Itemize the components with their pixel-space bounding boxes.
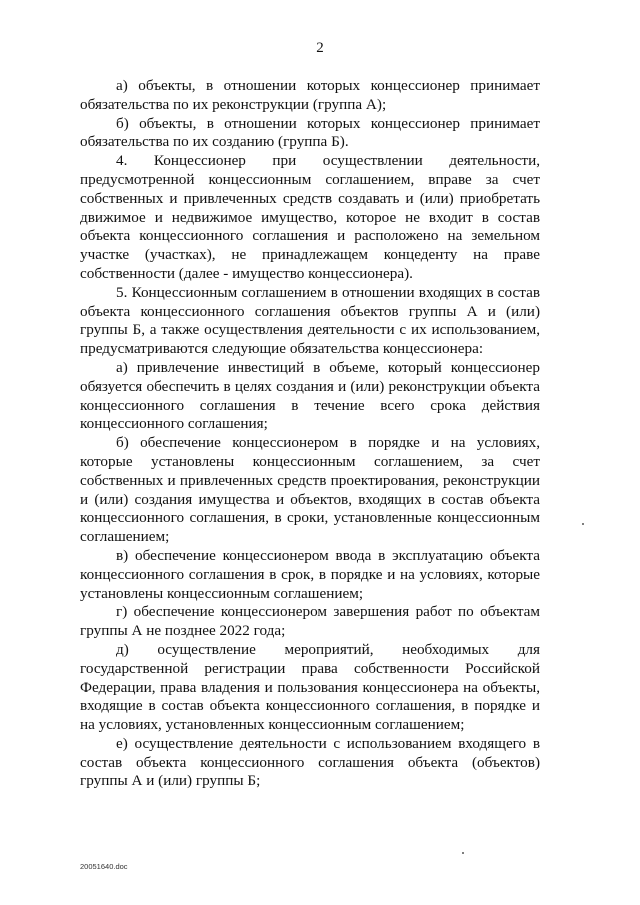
obligation-e: е) осуществление деятельности с использованием входящего в состав объекта концессионного соглашения объекта (объектов) группы А и (или) группы Б; bbox=[80, 734, 540, 790]
paragraph-5: 5. Концессионным соглашением в отношении входящих в состав объекта концессионного соглашения объектов группы А и (или) группы Б, а также осуществления деятельности с их использованием, предусматриваются следующие обязательства концессионера: bbox=[80, 283, 540, 358]
paragraph-b-group-b: б) объекты, в отношении которых концессионер принимает обязательства по их созданию (группа Б). bbox=[80, 114, 540, 151]
obligation-a: а) привлечение инвестиций в объеме, который концессионер обязуется обеспечить в целях создания и (или) реконструкции объекта концессионного соглашения в течение всего срока действия концессионного соглашения; bbox=[80, 358, 540, 433]
document-id-footer: 20051640.doc bbox=[80, 862, 128, 871]
obligation-d: д) осуществление мероприятий, необходимых для государственной регистрации права собственности Российской Федерации, права владения и пользования концессионера на объекты, входящие в состав объекта концессионного соглашения, в порядке и на условиях, установленных концессионным соглашением; bbox=[80, 640, 540, 734]
scan-speck bbox=[582, 523, 584, 525]
obligation-b: б) обеспечение концессионером в порядке и на условиях, которые установлены концессионным соглашением, за счет собственных и привлеченных средств проектирования, реконструкции и (или) создания имущества и объектов, входящих в состав объекта концессионного соглашения, в сроки, установленные концессионным соглашением; bbox=[80, 434, 540, 546]
paragraph-a-group-a: а) объекты, в отношении которых концессионер принимает обязательства по их реконструкции (группа А); bbox=[80, 77, 540, 113]
document-body bbox=[80, 77, 540, 791]
obligation-v: в) обеспечение концессионером ввода в эксплуатацию объекта концессионного соглашения в срок, в порядке и на условиях, которые установлены концессионным соглашением; bbox=[80, 546, 540, 602]
paragraph-4: 4. Концессионер при осуществлении деятельности, предусмотренной концессионным соглашением, вправе за счет собственных и привлеченных средств создавать и (или) приобретать движимое и недвижимое имущество, которое не входит в состав объекта концессионного соглашения и расположено на земельном участке (участках), не принадлежащем концеденту на праве собственности (далее - имущество концессионера). bbox=[80, 152, 540, 282]
scan-speck bbox=[462, 852, 464, 854]
page-number: 2 bbox=[316, 40, 324, 56]
obligation-g: г) обеспечение концессионером завершения работ по объектам группы А не позднее 2022 года; bbox=[80, 603, 540, 640]
